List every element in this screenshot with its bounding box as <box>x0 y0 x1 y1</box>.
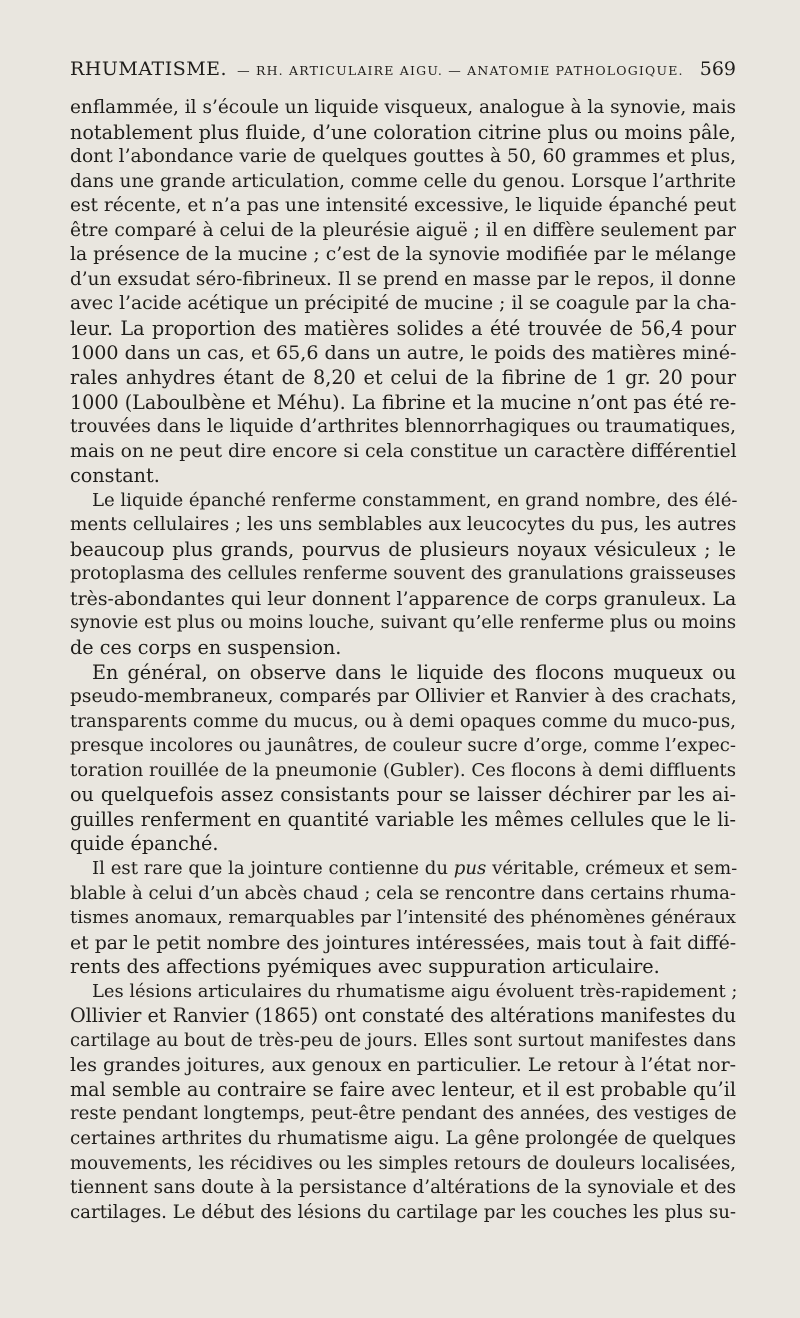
text-line: leur. La proportion des matières solides a été trouvée de 56,4 pour <box>70 316 736 340</box>
paragraph <box>70 489 736 661</box>
page-number: 569 <box>699 58 736 80</box>
text-line: trouvées dans le liquide d’arthrites blennorrhagiques ou traumatiques, <box>70 416 736 438</box>
running-head-subtitle: — RH. ARTICULAIRE AIGU. — ANATOMIE PATHOLOGIQUE. <box>237 63 684 78</box>
body-text <box>70 96 736 1225</box>
running-head-title: RHUMATISME. <box>70 58 228 80</box>
text-line: guilles renferment en quantité variable les mêmes cellules que le li- <box>70 807 736 831</box>
text-line: dans une grande articulation, comme celle du genou. Lorsque l’arthrite <box>70 170 736 192</box>
text-line: ou quelquefois assez consistants pour se laisser déchirer par les ai- <box>70 783 736 807</box>
text-line: protoplasma des cellules renferme souvent des granulations graisseuses <box>70 563 736 585</box>
text-line: pseudo-membraneux, comparés par Ollivier et Ranvier à des crachats, <box>70 686 737 708</box>
text-line: quide épanché. <box>70 832 219 856</box>
emphasis-word: pus <box>453 857 487 879</box>
text-line: beaucoup plus grands, pourvus de plusieurs noyaux vésiculeux ; le <box>70 537 736 561</box>
text-line: cartilage au bout de très-peu de jours. Elles sont surtout manifestes dans <box>70 1029 737 1051</box>
paragraph <box>70 857 736 980</box>
text-line: enflammée, il s’écoule un liquide visqueux, analogue à la synovie, mais <box>70 97 737 118</box>
text-line: certaines arthrites du rhumatisme aigu. La gêne prolongée de quelques <box>70 1127 737 1149</box>
text-line: toration rouillée de la pneumonie (Gubler). Ces flocons à demi diffluents <box>70 759 736 781</box>
text-line: Le liquide épanché renferme constamment, en grand nombre, des élé- <box>92 489 738 511</box>
text-line: presque incolores ou jaunâtres, de couleur sucre d’orge, comme l’expec- <box>70 735 736 757</box>
text-line: mouvements, les récidives ou les simples retours de douleurs localisées, <box>70 1152 736 1174</box>
text-line: rales anhydres étant de 8,20 et celui de la fibrine de 1 gr. 20 pour <box>70 366 736 390</box>
text-line: Il est rare que la jointure contienne du pus véritable, crémeux et sem- <box>92 857 738 879</box>
text-line: rents des affections pyémiques avec suppuration articulaire. <box>70 955 660 979</box>
text-line: En général, on observe dans le liquide des flocons muqueux ou <box>92 660 736 684</box>
text-line: ments cellulaires ; les uns semblables aux leucocytes du pus, les autres <box>70 514 737 536</box>
text-line: Ollivier et Ranvier (1865) ont constaté des altérations manifestes du <box>70 1004 737 1028</box>
paragraph <box>70 661 736 857</box>
text-line: constant. <box>70 464 160 488</box>
text-line: les grandes joitures, aux genoux en particulier. Le retour à l’état nor- <box>70 1054 737 1077</box>
paragraph <box>70 980 736 1225</box>
text-line: est récente, et n’a pas une intensité excessive, le liquide épanché peut <box>70 195 737 217</box>
text-line: transparents comme du mucus, ou à demi opaques comme du muco-pus, <box>70 710 736 732</box>
text-line: tismes anomaux, remarquables par l’intensité des phénomènes généraux <box>70 907 736 929</box>
text-line: 1000 (Laboulbène et Méhu). La fibrine et la mucine n’ont pas été re- <box>70 390 737 414</box>
paragraph <box>70 96 736 489</box>
text-line: très-abondantes qui leur donnent l’apparence de corps granuleux. La <box>70 587 737 610</box>
running-head <box>70 58 736 92</box>
text-line: cartilages. Le début des lésions du cartilage par les couches les plus su- <box>70 1201 737 1223</box>
text-line: Les lésions articulaires du rhumatisme aigu évoluent très-rapidement ; <box>92 980 738 1002</box>
text-line: mal semble au contraire se faire avec lenteur, et il est probable qu’il <box>70 1077 736 1101</box>
text-line: blable à celui d’un abcès chaud ; cela se rencontre dans certains rhuma- <box>70 882 736 904</box>
text-line: 1000 dans un cas, et 65,6 dans un autre, le poids des matières miné- <box>70 342 737 365</box>
text-line: la présence de la mucine ; c’est de la synovie modifiée par le mélange <box>70 244 737 266</box>
text-line: synovie est plus ou moins louche, suivant qu’elle renferme plus ou moins <box>70 612 737 634</box>
text-line: tiennent sans doute à la persistance d’altérations de la synoviale et des <box>70 1177 736 1199</box>
text-line: reste pendant longtemps, peut-être pendant des années, des vestiges de <box>70 1103 737 1125</box>
text-line: avec l’acide acétique un précipité de mucine ; il se coagule par la cha- <box>70 293 737 315</box>
text-line: d’un exsudat séro-fibrineux. Il se prend en masse par le repos, il donne <box>70 268 736 290</box>
text-line: dont l’abondance varie de quelques gouttes à 50, 60 grammes et plus, <box>70 146 737 168</box>
text-line: et par le petit nombre des jointures intéressées, mais tout à fait diffé- <box>70 931 737 954</box>
text-line: mais on ne peut dire encore si cela constitue un caractère différentiel <box>70 440 737 462</box>
text-line: de ces corps en suspension. <box>70 636 342 660</box>
text-line: notablement plus fluide, d’une coloration citrine plus ou moins pâle, <box>70 120 736 144</box>
text-line: être comparé à celui de la pleurésie aiguë ; il en diffère seulement par <box>70 219 736 241</box>
